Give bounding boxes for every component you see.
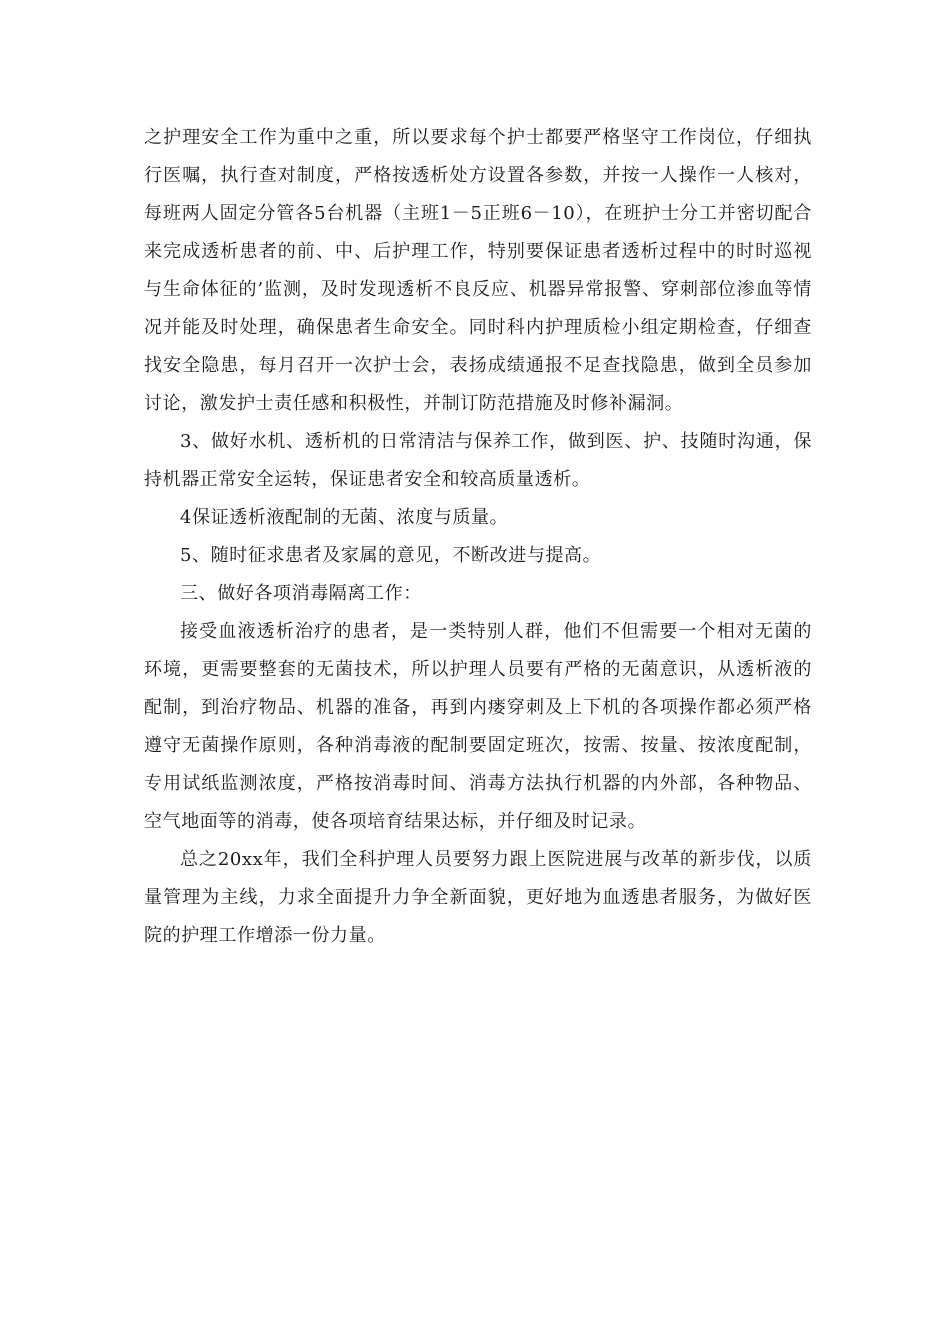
paragraph-conclusion: 总之20xx年，我们全科护理人员要努力跟上医院进展与改革的新步伐，以质量管理为主线，力求全面提升力争全新面貌，更好地为血透患者服务，为做好医院的护理工作增添一份力量。 (144, 849, 812, 946)
paragraph-item-4-dialysate-quality: 4保证透析液配制的无菌、浓度与质量。 (180, 507, 509, 528)
document-body (144, 119, 812, 955)
paragraph-aseptic-technique: 接受血液透析治疗的患者，是一类特别人群，他们不但需要一个相对无菌的环境，更需要整套的无菌技术，所以护理人员要有严格的无菌意识，从透析液的配制，到治疗物品、机器的准备，再到内瘘穿刺及上下机的各项操作都必须严格遵守无菌操作原则，各种消毒液的配制要固定班次，按需、按量、按浓度配制，专用试纸监测浓度，严格按消毒时间、消毒方法执行机器的内外部，各种物品、空气地面等的消毒，使各项培育结果达标，并仔细及时记录。 (144, 621, 812, 832)
paragraph-item-3-machine-maintenance: 3、做好水机、透析机的日常清洁与保养工作，做到医、护、技随时沟通，保持机器正常安全运转，保证患者安全和较高质量透析。 (144, 431, 812, 490)
section-heading-disinfection: 三、做好各项消毒隔离工作： (180, 583, 422, 604)
paragraph-item-5-feedback: 5、随时征求患者及家属的意见，不断改进与提高。 (180, 545, 602, 566)
paragraph-safety-work: 之护理安全工作为重中之重，所以要求每个护士都要严格坚守工作岗位，仔细执行医嘱，执行查对制度，严格按透析处方设置各参数，并按一人操作一人核对，每班两人固定分管各5台机器（主班1－5正班6－10），在班护士分工并密切配合来完成透析患者的前、中、后护理工作，特别要保证患者透析过程中的时时巡视与生命体征的’监测，及时发现透析不良反应、机器异常报警、穿刺部位渗血等情况并能及时处理，确保患者生命安全。同时科内护理质检小组定期检查，仔细查找安全隐患，每月召开一次护士会，表扬成绩通报不足查找隐患，做到全员参加讨论，激发护士责任感和积极性，并制订防范措施及时修补漏洞。 (144, 127, 812, 414)
